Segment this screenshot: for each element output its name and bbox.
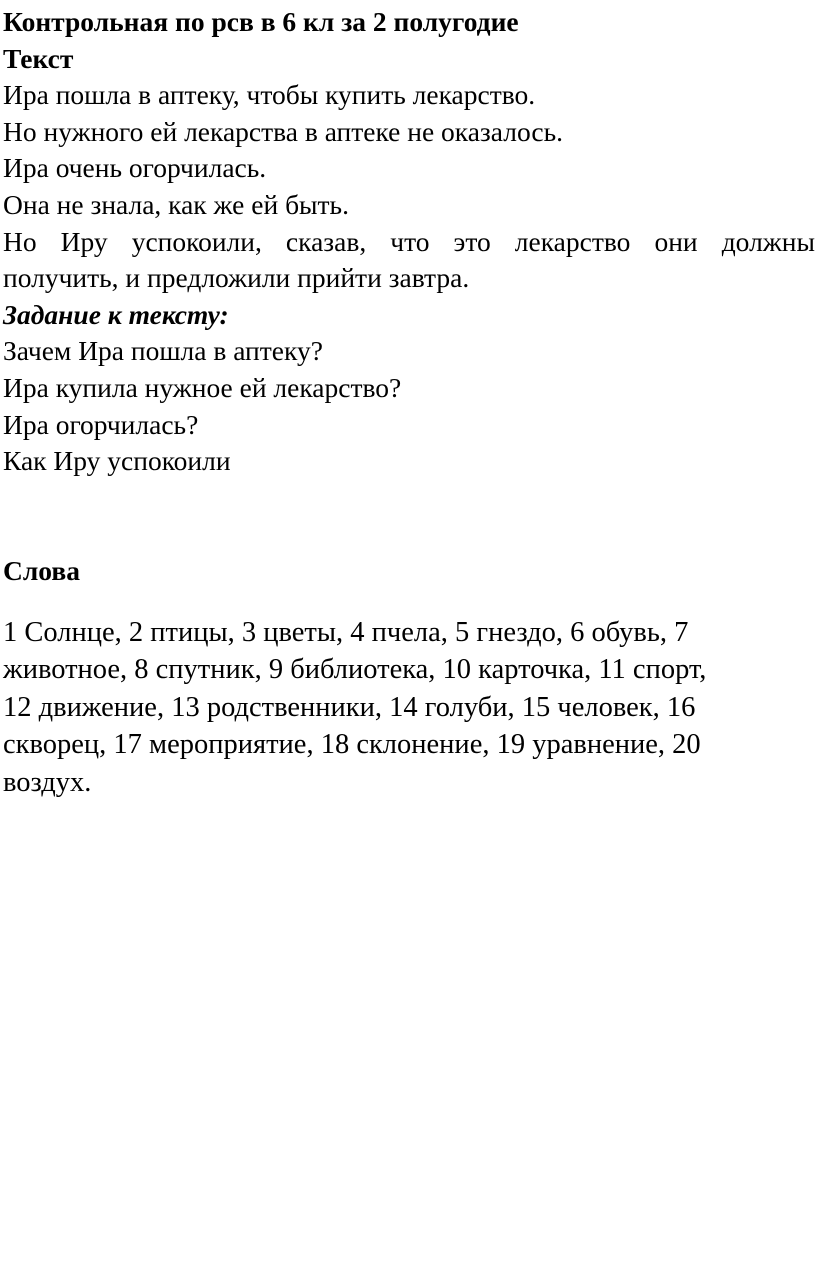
question-item: Зачем Ира пошла в аптеку?	[3, 335, 323, 367]
text-line: Она не знала, как же ей быть.	[3, 188, 349, 220]
text-heading: Текст	[3, 42, 74, 74]
blank-space	[3, 480, 815, 553]
text-line: Ира очень огорчилась.	[3, 152, 267, 184]
words-line: 12 движение, 13 родственники, 14 голуби, 15 человек, 16	[3, 691, 696, 723]
question-item: Ира купила нужное ей лекарство?	[3, 371, 402, 403]
document-title: Контрольная по рсв в 6 кл за 2 полугодие	[3, 6, 519, 37]
words-line: воздух.	[3, 766, 92, 798]
words-list	[3, 614, 803, 801]
questions-list	[3, 333, 815, 479]
text-line: Но нужного ей лекарства в аптеке не оказалось.	[3, 115, 564, 147]
question-item: Ира огорчилась?	[3, 408, 199, 440]
text-line: Но Иру успокоили, сказав, что это лекарство они должны	[3, 225, 815, 257]
words-line: животное, 8 спутник, 9 библиотека, 10 карточка, 11 спорт,	[3, 654, 707, 686]
text-body	[3, 77, 815, 297]
task-heading: Задание к тексту:	[3, 298, 229, 330]
text-line: получить, и предложили прийти завтра.	[3, 262, 470, 294]
words-line: скворец, 17 мероприятие, 18 склонение, 19 уравнение, 20	[3, 729, 701, 761]
document-page	[3, 4, 815, 589]
question-item: Как Иру успокоили	[3, 445, 231, 477]
words-line: 1 Солнце, 2 птицы, 3 цветы, 4 пчела, 5 гнездо, 6 обувь, 7	[3, 617, 689, 648]
words-heading: Слова	[3, 554, 80, 586]
text-line: Ира пошла в аптеку, чтобы купить лекарство.	[3, 79, 536, 111]
